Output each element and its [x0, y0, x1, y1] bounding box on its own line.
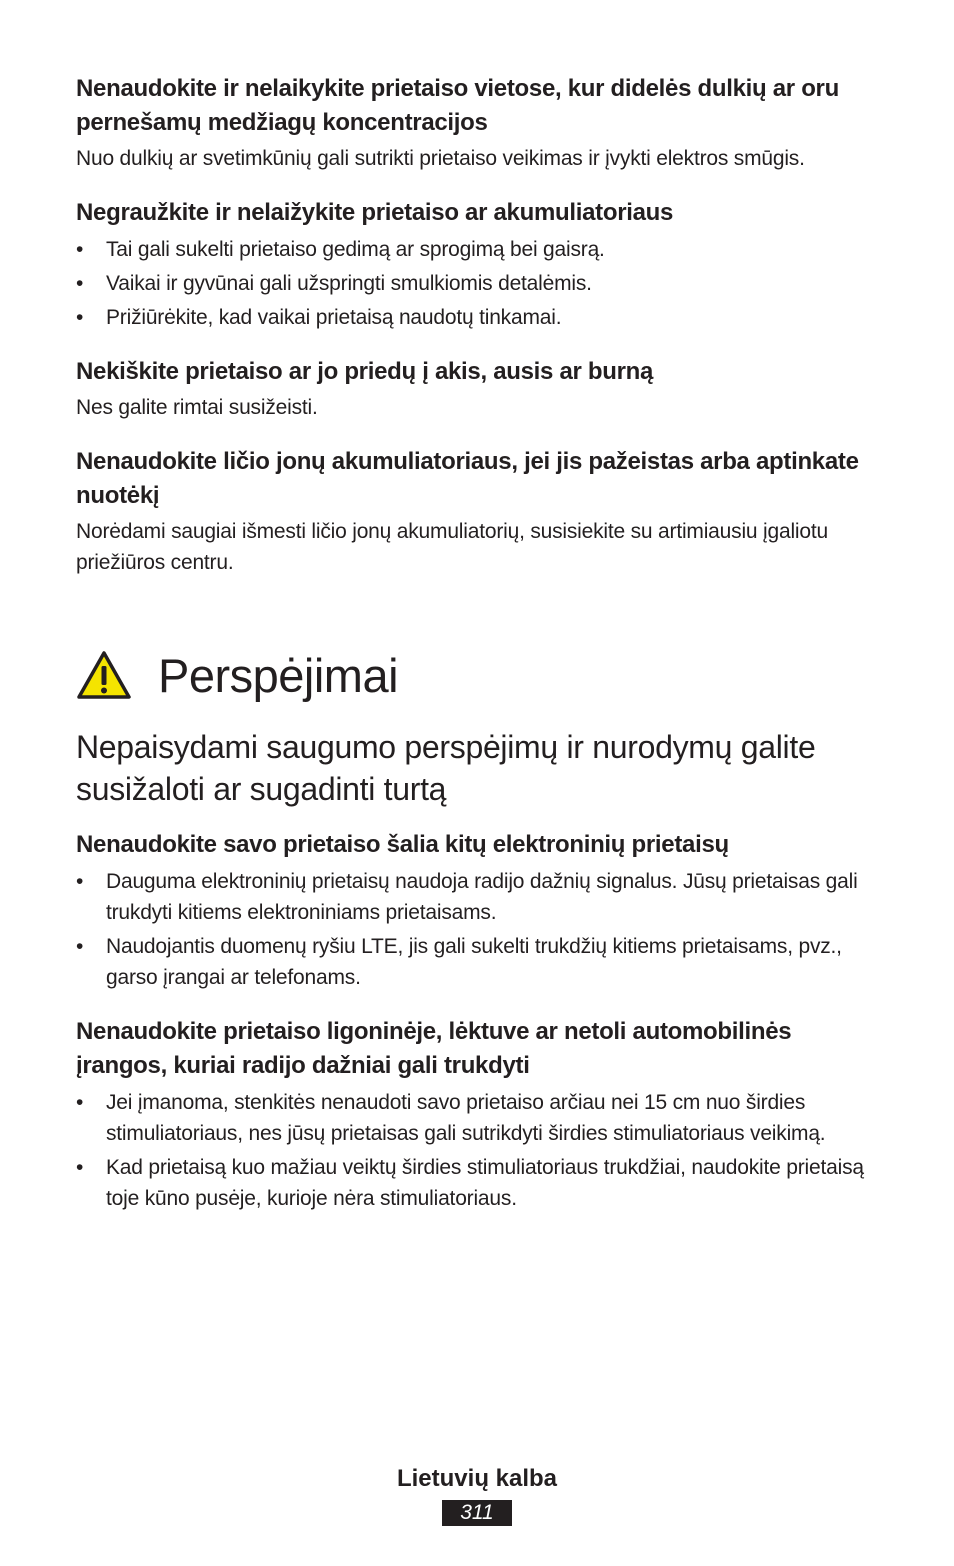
- list-item: [76, 931, 876, 993]
- list-item-text: Vaikai ir gyvūnai gali užspringti smulkiomis detalėmis.: [106, 272, 592, 295]
- warnings-subtitle: Nepaisydami saugumo perspėjimų ir nurodymų galite susižaloti ar sugadinti turtą: [76, 729, 816, 807]
- section-heading: Nenaudokite ličio jonų akumuliatoriaus, jei jis pažeistas arba aptinkate nuotėkį: [76, 448, 859, 509]
- list-item: [76, 1087, 876, 1149]
- bullet: •: [76, 306, 84, 329]
- bullet: •: [76, 870, 84, 893]
- section-hospital: [76, 1015, 876, 1214]
- bullet: •: [76, 1156, 84, 1179]
- section-chewing: [76, 196, 876, 333]
- bullet-list: [76, 1087, 876, 1214]
- list-item-text: Dauguma elektroninių prietaisų naudoja radijo dažnių signalus. Jūsų prietaisas gali trukdyti kitiems elektroniniams prietaisams.: [106, 870, 858, 924]
- list-item: [76, 268, 876, 299]
- warnings-title-row: [76, 640, 876, 710]
- section-heading: Nenaudokite ir nelaikykite prietaiso vietose, kur didelės dulkių ar oru pernešamų medžiagų koncentracijos: [76, 75, 839, 136]
- section-body: Nuo dulkių ar svetimkūnių gali sutrikti prietaiso veikimas ir įvykti elektros smūgis.: [76, 147, 805, 170]
- warning-triangle-icon: [76, 650, 132, 700]
- list-item-text: Prižiūrėkite, kad vaikai prietaisą naudotų tinkamai.: [106, 306, 562, 329]
- list-item-text: Jei įmanoma, stenkitės nenaudoti savo prietaiso arčiau nei 15 cm nuo širdies stimuliatoriaus, nes jūsų prietaisas gali sutrikdyti širdies stimuliatoriaus veikimą.: [106, 1091, 826, 1145]
- section-heading: Nenaudokite prietaiso ligoninėje, lėktuve ar netoli automobilinės įrangos, kuriai radijo dažniai gali trukdyti: [76, 1018, 792, 1079]
- section-eyes-ears: [76, 355, 876, 423]
- section-body: Norėdami saugiai išmesti ličio jonų akumuliatorių, susisiekite su artimiausiu įgaliotu priežiūros centru.: [76, 520, 828, 574]
- list-item-text: Tai gali sukelti prietaiso gedimą ar sprogimą bei gaisrą.: [106, 238, 605, 261]
- section-heading: Nekiškite prietaiso ar jo priedų į akis, ausis ar burną: [76, 358, 654, 385]
- section-dust: [76, 72, 876, 174]
- page-footer: [0, 1462, 954, 1526]
- bullet-list: [76, 234, 876, 333]
- bullet: •: [76, 1091, 84, 1114]
- section-lithium-battery: [76, 445, 876, 578]
- section-electronic-devices: [76, 828, 876, 993]
- list-item-text: Naudojantis duomenų ryšiu LTE, jis gali sukelti trukdžių kitiems prietaisams, pvz., garso įrangai ar telefonams.: [106, 935, 842, 989]
- list-item: [76, 234, 876, 265]
- section-heading: Negraužkite ir nelaižykite prietaiso ar akumuliatoriaus: [76, 199, 674, 226]
- bullet: •: [76, 935, 84, 958]
- list-item-text: Kad prietaisą kuo mažiau veiktų širdies stimuliatoriaus trukdžiai, naudokite prietaisą toje kūno pusėje, kurioje nėra stimuliatoriaus.: [106, 1156, 864, 1210]
- bullet: •: [76, 238, 84, 261]
- list-item: [76, 302, 876, 333]
- section-body: Nes galite rimtai susižeisti.: [76, 396, 318, 419]
- bullet: •: [76, 272, 84, 295]
- footer-language: Lietuvių kalba: [396, 1465, 558, 1492]
- page-title: Perspėjimai: [158, 648, 399, 702]
- section-heading: Nenaudokite savo prietaiso šalia kitų elektroninių prietaisų: [76, 831, 729, 858]
- bullet-list: [76, 866, 876, 993]
- list-item: [76, 866, 876, 928]
- page-number: 311: [442, 1500, 512, 1526]
- page-content: [76, 72, 876, 1236]
- list-item: [76, 1152, 876, 1214]
